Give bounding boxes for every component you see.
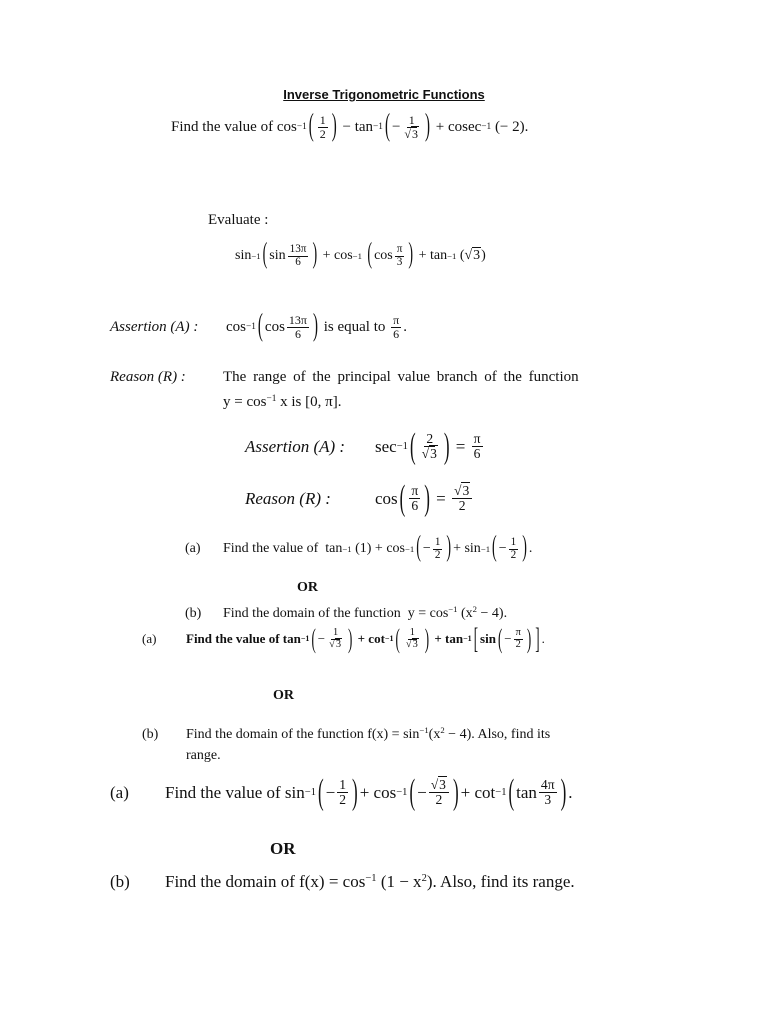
q7-b-sq: 2 xyxy=(421,873,427,885)
q4-r-num: 3 xyxy=(462,483,470,498)
q6-b-text1: Find the domain of the function f(x) = sin xyxy=(186,727,420,742)
q5-b-inv: −1 xyxy=(448,604,458,615)
q7-a-label: (a) xyxy=(110,782,129,802)
page-title: Inverse Trigonometric Functions xyxy=(283,87,485,102)
q3-dot: . xyxy=(403,318,407,335)
q1-frac-den: 3 xyxy=(412,126,418,141)
q5-b-text: Find the domain of the function xyxy=(223,606,401,621)
q5-f2-den: 2 xyxy=(510,548,517,561)
q1-frac-num: 1 xyxy=(408,113,415,127)
q2-b-num: π xyxy=(396,243,403,255)
q5-f1-num: 1 xyxy=(434,536,441,548)
q5-dot: . xyxy=(528,541,533,557)
q4-eq2: = xyxy=(436,488,446,508)
q7-or: OR xyxy=(270,839,296,858)
q3-rhs-num: π xyxy=(393,313,400,327)
q4-sec: sec xyxy=(375,436,397,456)
q1-cos: cos xyxy=(276,118,297,135)
q3-reason-line-2 xyxy=(223,394,341,411)
q7-f2-den: 2 xyxy=(435,792,443,808)
q2-plus-tan: + tan xyxy=(418,248,448,264)
q7-f1-num: 1 xyxy=(339,777,347,792)
q6-dot: . xyxy=(541,631,545,647)
q4-den: 3 xyxy=(430,446,437,462)
q4-eq: = xyxy=(455,436,466,456)
q7-b-inv: −1 xyxy=(365,873,377,885)
q1-cosec: cosec xyxy=(447,118,482,135)
q2-tail-rad: 3 xyxy=(473,248,481,264)
q7-f1-den: 2 xyxy=(339,792,347,808)
q1-end: (− 2). xyxy=(494,118,529,135)
q2-a-num: 13π xyxy=(289,243,307,255)
q3-is-equal: is equal to xyxy=(323,318,386,335)
q6-b-label: (b) xyxy=(142,727,159,742)
q3-assertion-label: Assertion (A) : xyxy=(110,318,199,335)
q7-b-label: (b) xyxy=(110,872,130,891)
q5-b-open: (x xyxy=(457,606,473,621)
q5-t2: + sin xyxy=(453,541,481,557)
q1-half-den: 2 xyxy=(319,126,326,141)
q6-f3-den: 2 xyxy=(515,638,521,650)
question-5b xyxy=(185,606,507,622)
q7-neg1: − xyxy=(325,782,336,802)
q2-evaluate: Evaluate : xyxy=(208,212,269,228)
q4-rhs-den: 6 xyxy=(473,446,481,462)
q3-reason-label: Reason (R) : xyxy=(110,369,186,385)
q2-tail-open: ( xyxy=(459,248,465,264)
q6-neg2: − xyxy=(504,631,512,647)
q5-a-label: (a) xyxy=(185,541,201,557)
q2-tail-close: ) xyxy=(481,248,486,264)
q7-t2: + cot xyxy=(460,782,496,802)
q2-sin-in: sin xyxy=(269,248,286,264)
q6-b-sq: 2 xyxy=(440,725,445,736)
q6-a-label: (a) xyxy=(142,631,157,647)
question-7a: (a) Find the value of sin −1 ( − $\frac{1}{2}$ ) + cos −1 ( − $\frac{√3}{2}$ ) + cot −1 ( tan $\frac{4\pi}{3}$ ) . xyxy=(110,771,573,812)
q6-a-text: Find the value of tan xyxy=(186,631,301,647)
q3-rhs-den: 6 xyxy=(393,326,400,341)
q6-b-text1c: − 4). Also, find its xyxy=(444,727,551,742)
q3-cos-in: cos xyxy=(264,318,285,335)
question-6a: (a) Find the value of tan −1 ( − $\frac{1}{√3}$ ) + cot −1 ( $\frac{1}{√3}$ ) + tan −1 [ sin ( − $\frac{\pi}{2}$ ) ] . xyxy=(142,621,545,656)
question-1: Find the value of cos −1 ( $\frac{1}{2}$ ) − tan −1 ( − $\frac{1}{√3}$ ) + cosec −1 (− 2). xyxy=(171,109,529,143)
question-6b xyxy=(142,727,550,743)
q6-sin: sin xyxy=(480,631,496,647)
q3-reason-eq: y = cos xyxy=(223,394,267,410)
q3-cos: cos xyxy=(226,318,246,335)
q2-sin: sin xyxy=(235,248,252,264)
q5-b-eq: y = cos xyxy=(407,606,449,621)
q4-num: 2 xyxy=(426,431,434,446)
q7-b-tail: (1 − x xyxy=(376,872,422,891)
q7-t1: + cos xyxy=(359,782,397,802)
q6-f3-num: π xyxy=(515,627,521,638)
q7-tan: tan xyxy=(516,782,537,802)
q5-tan: tan xyxy=(325,541,343,557)
q2-a-den: 6 xyxy=(295,255,301,268)
question-2: sin −1 ( sin $\frac{13\pi}{6}$ ) + cos −1 ( cos $\frac{\pi}{3}$ ) + tan −1 ( √ 3 ) xyxy=(235,239,486,271)
q5-neg1: − xyxy=(422,541,431,557)
q5-b-label: (b) xyxy=(185,606,202,621)
q4-assertion-label: Assertion (A) : xyxy=(245,436,346,456)
q5-or: OR xyxy=(297,580,318,595)
q4-c-num: π xyxy=(411,483,419,498)
q4-c-den: 6 xyxy=(411,498,419,514)
q7-a-text: Find the value of sin xyxy=(165,782,305,802)
q2-cos-in: cos xyxy=(374,248,393,264)
question-4-reason: Reason (R) : cos ( $\frac{\pi}{6}$ ) = $\frac{√3}{2}$ xyxy=(245,484,474,514)
q4-rhs-num: π xyxy=(473,431,481,446)
q6-f1-num: 1 xyxy=(332,627,339,638)
q5-f1-den: 2 xyxy=(434,548,441,561)
q6-b-inv: −1 xyxy=(419,725,429,736)
q6-f2-den: 3 xyxy=(412,638,418,650)
question-3-assertion: Assertion (A) : cos −1 ( cos $\frac{13\pi}{6}$ ) is equal to $\frac{\pi}{6}$ . xyxy=(110,309,407,343)
q6-t1: + cot xyxy=(357,631,385,647)
question-7b xyxy=(110,872,575,892)
q1-text: Find the value of xyxy=(171,118,274,135)
q4-reason-label: Reason (R) : xyxy=(245,488,331,508)
q3-reason-line-1: The range of the principal value branch of the function xyxy=(223,369,579,385)
q2-b-den: 3 xyxy=(396,255,403,268)
q6-f2-num: 1 xyxy=(409,627,415,638)
q5-a-text: Find the value of xyxy=(223,541,319,557)
q5-t1: (1) + cos xyxy=(355,541,405,557)
q7-b-text: Find the domain of f(x) = cos xyxy=(165,872,366,891)
q6-neg1: − xyxy=(317,631,326,647)
q5-f2-num: 1 xyxy=(510,536,517,548)
q3-reason-inv: −1 xyxy=(266,393,277,404)
q7-b-end: ). Also, find its range. xyxy=(426,872,575,891)
q7-dot: . xyxy=(568,782,573,802)
q6-or: OR xyxy=(273,688,294,703)
question-4-assertion: Assertion (A) : sec −1 ( $\frac{2}{√3}$ ) = $\frac{\pi}{6}$ xyxy=(245,425,481,466)
q5-b-tail: − 4). xyxy=(477,606,508,621)
question-5a: (a) Find the value of tan −1 (1) + cos −1 ( − $\frac{1}{2}$ ) + sin −1 ( − $\frac{1}{2}$ ) . xyxy=(185,532,533,564)
q6-f1-den: 3 xyxy=(335,638,342,650)
q1-neg: − xyxy=(391,118,401,135)
q5-neg2: − xyxy=(498,541,507,557)
q1-half-num: 1 xyxy=(319,113,326,127)
q1-plus: + xyxy=(435,118,445,135)
q3-den: 6 xyxy=(294,326,301,341)
q5-b-sq: 2 xyxy=(472,604,478,615)
q3-num: 13π xyxy=(288,313,307,327)
q7-f3-den: 3 xyxy=(544,792,552,808)
q1-tan: tan xyxy=(354,118,374,135)
q6-b-text2: range. xyxy=(186,748,221,763)
q4-r-den: 2 xyxy=(458,498,466,514)
q4-cos: cos xyxy=(375,488,398,508)
q3-reason-range: x is [0, π]. xyxy=(276,394,342,410)
q2-plus-cos: + cos xyxy=(322,248,353,264)
q6-b-text1b: (x xyxy=(428,727,441,742)
q6-t2: + tan xyxy=(434,631,464,647)
q7-f2-num: 3 xyxy=(439,777,446,792)
q7-neg2: − xyxy=(417,782,427,802)
q7-f3-num: 4π xyxy=(540,777,555,792)
q1-minus: − xyxy=(342,118,351,135)
